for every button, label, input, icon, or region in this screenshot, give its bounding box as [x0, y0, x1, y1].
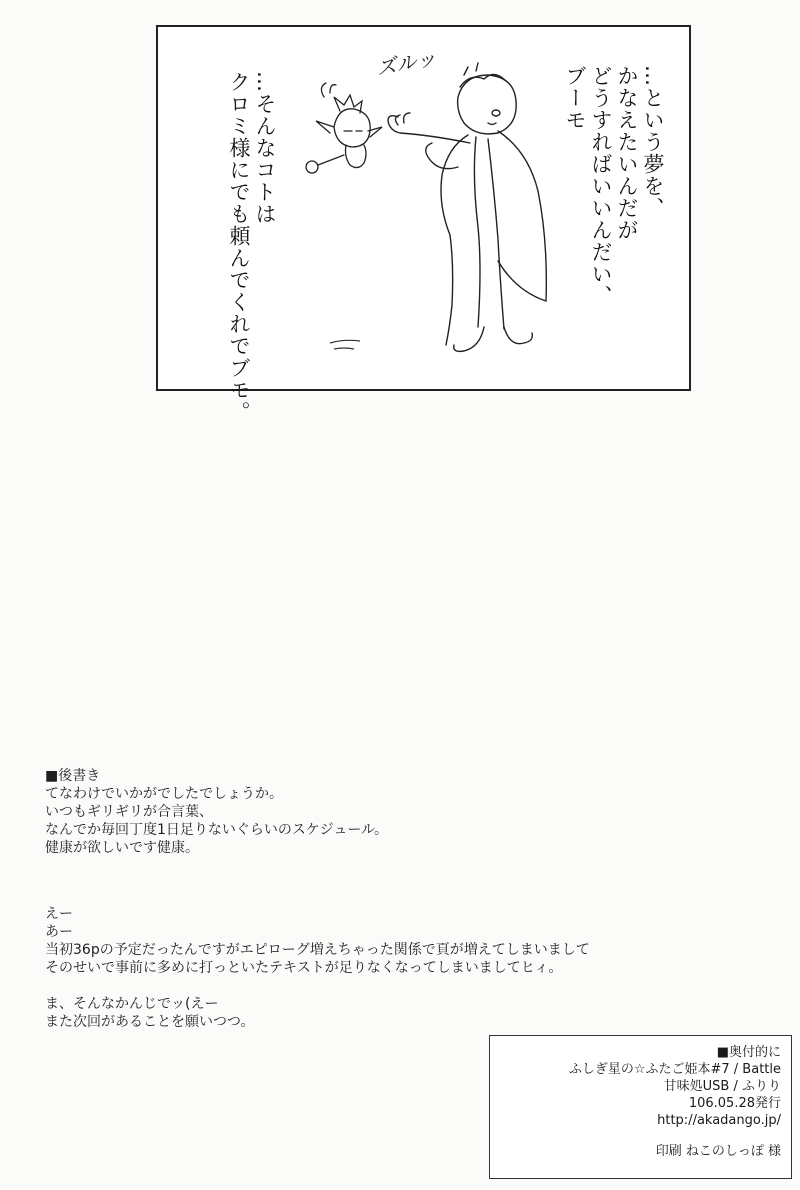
afterword-heading: ■後書き	[45, 768, 101, 784]
afterword-line: あー	[45, 924, 73, 940]
afterword-line: なんでか毎回丁度1日足りないぐらいのスケジュール。	[45, 822, 388, 838]
colophon-title: ふしぎ星の☆ふたご姫本#7 / Battle	[568, 1062, 781, 1077]
afterword-section	[45, 767, 745, 1031]
colophon-date: 106.05.28発行	[688, 1096, 781, 1111]
colophon-box	[489, 1035, 792, 1179]
afterword-line: ま、そんなかんじでッ(えー	[45, 996, 219, 1012]
afterword-line: 当初36pの予定だったんですがエピローグ増えちゃった関係で頁が増えてしまいまして	[45, 942, 590, 958]
colophon-circle: 甘味処USB / ふりり	[663, 1079, 781, 1094]
afterword-line: えー	[45, 906, 73, 922]
colophon-url[interactable]: http://akadango.jp/	[657, 1113, 781, 1128]
colophon-printer: 印刷 ねこのしっぽ 様	[655, 1144, 781, 1159]
speech-bubble-character: …という夢を、 かなえたいんだが どうすればいいんだい、 ブーモ	[563, 65, 665, 307]
speech-bubble-mascot: …そんなコトは クロミ様にでも頼んでくれでブモ。	[227, 71, 277, 423]
afterword-line: いつもギリギリが合言葉、	[45, 804, 213, 820]
afterword-line: 健康が欲しいです健康。	[45, 840, 199, 856]
afterword-line: てなわけでいかがでしたでしょうか。	[45, 786, 283, 802]
colophon-heading: ■奥付的に	[716, 1045, 781, 1060]
sound-effect-text: ズルッ	[374, 45, 438, 81]
manga-panel	[156, 25, 691, 423]
afterword-line: また次回があることを願いつつ。	[45, 1014, 255, 1030]
afterword-line: そのせいで事前に多めに打っといたテキストが足りなくなってしまいましてヒィ。	[45, 960, 563, 976]
